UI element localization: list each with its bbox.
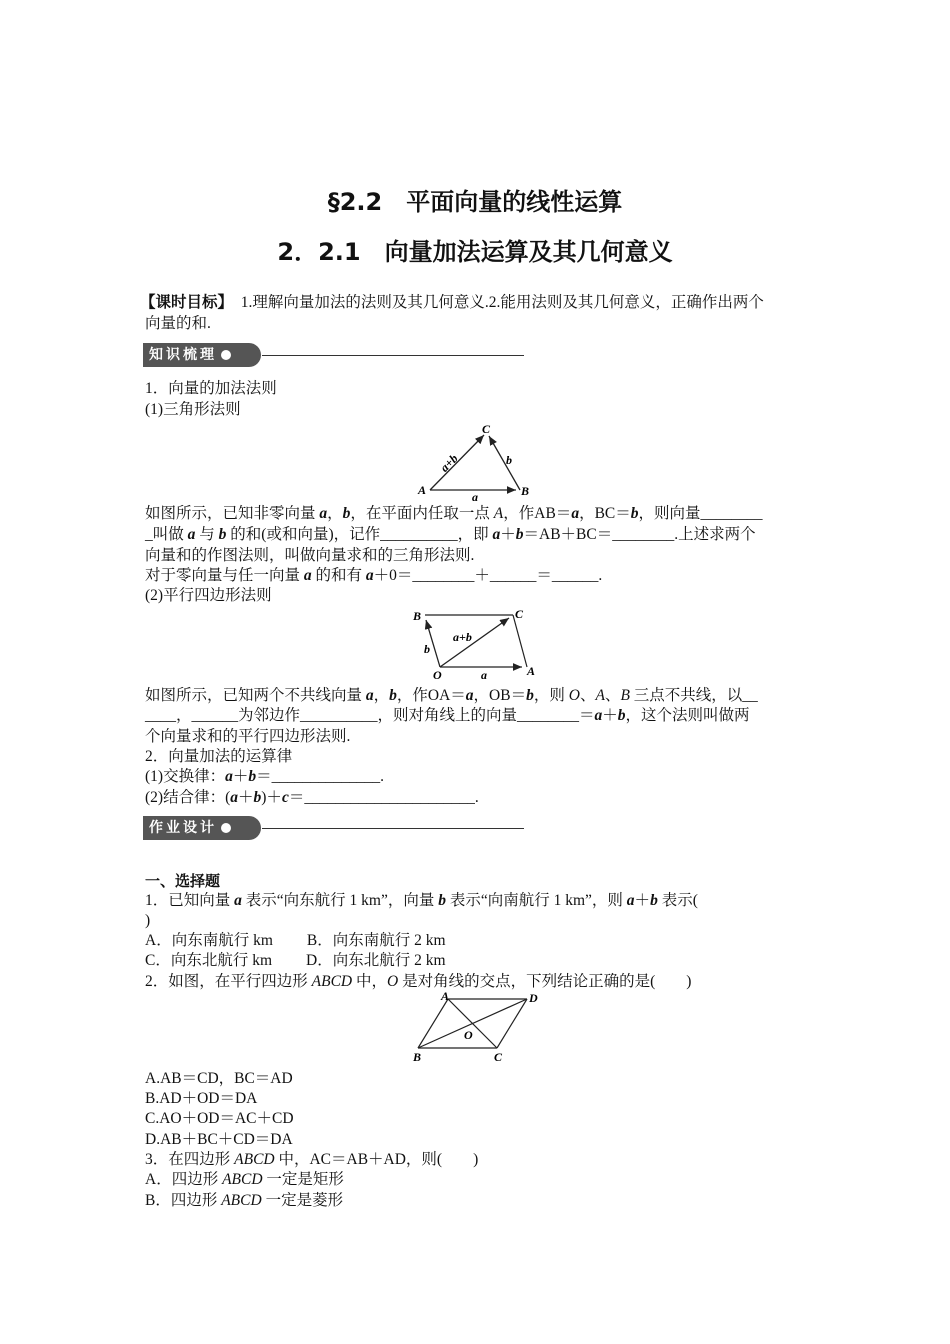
tri-label-C: C bbox=[482, 422, 491, 436]
tri-para-3: 向量和的作图法则，叫做向量求和的三角形法则. bbox=[145, 547, 475, 564]
bullet-dot-icon bbox=[221, 350, 231, 360]
homework-banner-label: 作业设计 bbox=[149, 820, 217, 836]
tri-label-B: B bbox=[521, 484, 530, 498]
section-title: §2.2 平面向量的线性运算 bbox=[327, 188, 623, 216]
knowledge-rule bbox=[262, 355, 524, 356]
addition-rule-heading: 1．向量的加法法则 bbox=[145, 380, 277, 397]
q2-label-A: A bbox=[441, 990, 450, 1003]
q3-option-a: A．四边形 ABCD 一定是矩形 bbox=[145, 1171, 344, 1188]
par-vector-sum bbox=[440, 618, 509, 667]
q2-option-b: B.AD＋OD＝DA bbox=[145, 1090, 258, 1107]
q2-option-c: C.AO＋OD＝AC＋CD bbox=[145, 1110, 294, 1127]
tri-para-4: 对于零向量与任一向量 a 的和有 a＋0＝________＋______＝______. bbox=[145, 567, 603, 584]
par-para-1: 如图所示，已知两个不共线向量 a，b，作OA＝a，OB＝b，则 O、A、B 三点不共线，以__ bbox=[145, 687, 758, 704]
tri-label-a: a bbox=[472, 490, 478, 504]
objective-line-1: 【课时目标】 1.理解向量加法的法则及其几何意义.2.能用法则及其几何意义，正确作出两个 bbox=[140, 294, 764, 311]
q2-label-D: D bbox=[529, 991, 538, 1005]
par-para-2: ____，______为邻边作__________，则对角线上的向量________＝a＋b，这个法则叫做两 bbox=[145, 707, 750, 724]
par-label-b: b bbox=[424, 642, 430, 656]
q2-label-B: B bbox=[413, 1050, 422, 1064]
par-label-a: a bbox=[481, 668, 487, 682]
q1-stem: 1．已知向量 a 表示“向东航行 1 km”，向量 b 表示“向南航行 1 km”，则 a＋b 表示( bbox=[145, 892, 698, 909]
parallelogram-rule-figure bbox=[405, 605, 550, 683]
q1-option-d: D．向东北航行 2 km bbox=[306, 952, 446, 969]
q2-stem: 2．如图，在平行四边形 ABCD 中，O 是对角线的交点，下列结论正确的是( ) bbox=[145, 973, 692, 990]
vector-b-line bbox=[489, 436, 520, 490]
objective-label: 【课时目标】 bbox=[140, 294, 226, 311]
tri-para-2: _叫做 a 与 b 的和(或和向量)，记作__________，即 a＋b＝AB＋BC＝________.上述求两个 bbox=[145, 526, 756, 543]
objective-line-2: 向量的和. bbox=[145, 315, 211, 332]
q1-option-b: B．向东南航行 2 km bbox=[306, 932, 446, 949]
tri-label-apb: a+b bbox=[437, 451, 461, 475]
knowledge-banner bbox=[143, 343, 263, 367]
q2-label-O: O bbox=[464, 1028, 473, 1042]
choice-section-heading: 一、选择题 bbox=[145, 872, 221, 890]
par-para-3: 个向量求和的平行四边形法则. bbox=[145, 728, 351, 745]
q3-stem: 3．在四边形 ABCD 中，AC＝AB＋AD，则( ) bbox=[145, 1151, 479, 1168]
q1-options-row1 bbox=[145, 931, 446, 951]
q1-stem-close: ) bbox=[145, 912, 151, 929]
tri-para-1: 如图所示，已知非零向量 a，b，在平面内任取一点 A，作AB＝a，BC＝b，则向量________ bbox=[145, 505, 763, 522]
triangle-rule-figure bbox=[410, 420, 540, 505]
q1-option-c: C．向东北航行 km bbox=[145, 952, 273, 969]
triangle-rule-heading: (1)三角形法则 bbox=[145, 401, 241, 418]
q2-option-d: D.AB＋BC＋CD＝DA bbox=[145, 1131, 293, 1148]
homework-rule bbox=[262, 828, 524, 829]
associative-law: (2)结合律：(a＋b)＋c＝______________________. bbox=[145, 789, 479, 806]
par-label-O: O bbox=[433, 668, 442, 682]
tri-label-A: A bbox=[418, 483, 427, 497]
q1-options-row2 bbox=[145, 951, 446, 971]
q2-label-C: C bbox=[494, 1050, 503, 1064]
bullet-dot-icon bbox=[221, 823, 231, 833]
knowledge-banner-label: 知识梳理 bbox=[149, 347, 217, 363]
q1-option-a: A．向东南航行 km bbox=[145, 932, 273, 949]
par-label-B: B bbox=[413, 609, 422, 623]
homework-banner bbox=[143, 816, 263, 840]
par-label-A: A bbox=[527, 664, 536, 678]
operation-laws-heading: 2．向量加法的运算律 bbox=[145, 748, 293, 765]
par-label-C: C bbox=[515, 607, 524, 621]
tri-label-b: b bbox=[506, 453, 512, 467]
lesson-title: 2．2.1 向量加法运算及其几何意义 bbox=[277, 238, 673, 266]
par-right-edge bbox=[513, 615, 527, 667]
par-label-apb: a+b bbox=[453, 630, 472, 644]
q2-option-a: A.AB＝CD，BC＝AD bbox=[145, 1070, 293, 1087]
q2-parallelogram-figure bbox=[405, 990, 550, 1065]
q3-option-b: B．四边形 ABCD 一定是菱形 bbox=[145, 1192, 344, 1209]
parallelogram-rule-heading: (2)平行四边形法则 bbox=[145, 587, 272, 604]
commutative-law: (1)交换律：a＋b＝______________. bbox=[145, 768, 384, 785]
